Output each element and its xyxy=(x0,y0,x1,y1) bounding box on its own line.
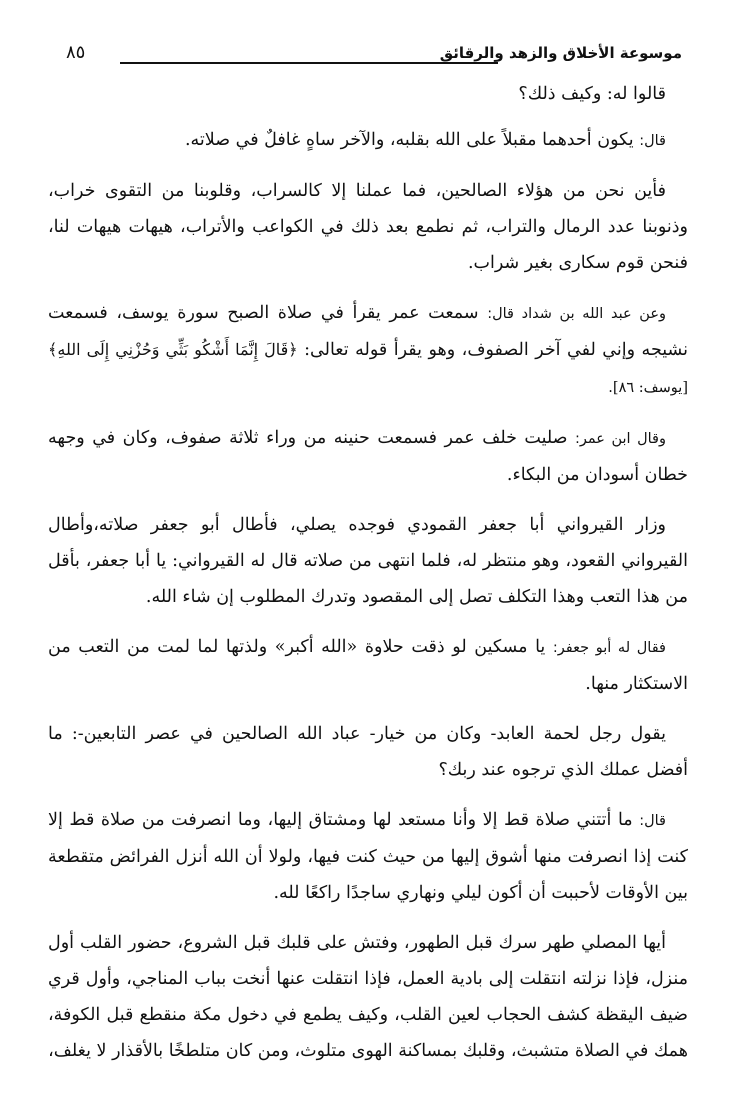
verse-reference: [يوسف: ٨٦]. xyxy=(608,380,688,396)
paragraph-lead: وقال ابن عمر: xyxy=(575,431,666,447)
paragraph-lead: فقال له أبو جعفر: xyxy=(552,640,666,656)
page-number: ٨٥ xyxy=(66,42,86,63)
paragraph-text: يا مسكين لو ذقت حلاوة «الله أكبر» ولذتها لما لمت من التعب من الاستكثار منها. xyxy=(48,637,688,694)
paragraph-text: قالوا له: وكيف ذلك؟ xyxy=(518,84,666,104)
paragraph xyxy=(48,173,688,281)
paragraph-lead: قال: xyxy=(639,813,666,829)
paragraph-text: أيها المصلي طهر سرك قبل الطهور، وفتش على قلبك قبل الشروع، حضور القلب أول منزل، فإذا نزلته انتقلت إلى بادية العمل، فإذا انتقلت عنها أنخت بباب المناجي، وأول قري ضيف اليقظة كشف الحجاب لعين القلب، وكيف يطمع في دخول مكة منقطع قبل الكوفة، همك في الصلاة متشبث، وقلبك بمساكنة الهوى متلوث، ومن كان متلطخًا بالأقذار لا يغلف، xyxy=(48,933,688,1061)
paragraph xyxy=(48,420,688,493)
paragraph-lead: قال: xyxy=(639,133,666,149)
header-rule xyxy=(120,62,498,64)
paragraph xyxy=(48,76,688,112)
quran-verse: ﴿قَالَ إِنَّمَا أَشْكُو بَثِّي وَحُزْنِي إِلَى اللهِ﴾ xyxy=(48,340,298,359)
paragraph xyxy=(48,716,688,788)
paragraph-text: سمعت عمر يقرأ في صلاة الصبح سورة يوسف، فسمعت نشيجه وإني لفي آخر الصفوف، وهو يقرأ قوله تعالى: xyxy=(48,303,688,360)
paragraph xyxy=(48,629,688,702)
paragraph xyxy=(48,122,688,159)
paragraph-text: وزار القيرواني أبا جعفر القمودي فوجده يصلي، فأطال أبو جعفر صلاته،وأطال القيرواني القعود، وهو منتظر له، فلما انتهى من صلاته قال له القيرواني: يا أبا جعفر، بأقل من هذا التعب وهذا التكلف تصل إلى المقصود وتدرك المطلوب إن شاء الله. xyxy=(48,515,688,607)
page-header xyxy=(48,36,688,76)
paragraph-text: صليت خلف عمر فسمعت حنينه من وراء ثلاثة صفوف، وكان في وجهه خطان أسودان من البكاء. xyxy=(48,428,688,485)
paragraph xyxy=(48,295,688,406)
paragraph xyxy=(48,925,688,1069)
paragraph-text: فأين نحن من هؤلاء الصالحين، فما عملنا إلا كالسراب، وقلوبنا من التقوى خراب، وذنوبنا عدد الرمال والتراب، ثم نطمع بعد ذلك في الكواعب والأتراب، هيهات هيهات لنا، فنحن قوم سكارى بغير شراب. xyxy=(48,181,688,273)
paragraph-text: ما أتتني صلاة قط إلا وأنا مستعد لها ومشتاق إليها، وما انصرفت من صلاة قط إلا كنت إذا انصرفت منها أشوق إليها من حيث كنت فيها، ولولا أن الله أنزل الفرائض متقطعة بين الأوقات لأحببت أن أكون ليلي ونهاري ساجدًا راكعًا لله. xyxy=(48,810,688,903)
page-body xyxy=(48,76,688,1069)
paragraph-lead: وعن عبد الله بن شداد قال: xyxy=(487,306,666,322)
book-title: موسوعة الأخلاق والزهد والرقائق xyxy=(439,44,682,62)
paragraph xyxy=(48,802,688,911)
paragraph-text: يكون أحدهما مقبلاً على الله بقلبه، والآخر ساهٍ غافلٌ في صلاته. xyxy=(184,130,640,150)
paragraph xyxy=(48,507,688,615)
paragraph-text: يقول رجل لحمة العابد- وكان من خيار- عباد الله الصالحين في عصر التابعين-: ما أفضل عملك الذي ترجوه عند ربك؟ xyxy=(48,724,688,780)
